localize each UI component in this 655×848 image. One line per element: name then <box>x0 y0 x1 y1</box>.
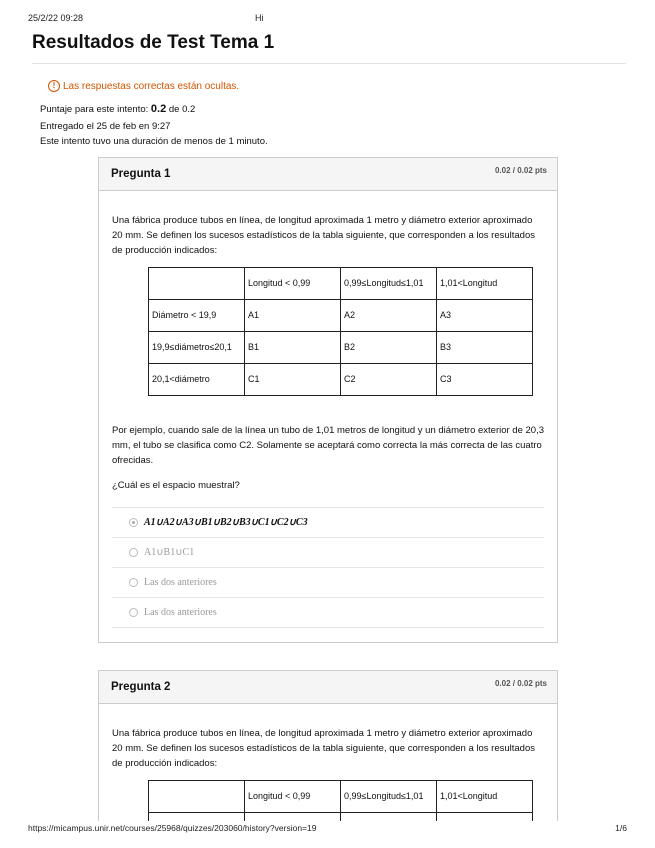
answer-option-2[interactable] <box>112 538 544 568</box>
hidden-answers-notice <box>48 80 239 92</box>
print-datetime: 25/2/22 09:28 <box>28 13 84 23</box>
answer-option-text: Las dos anteriores <box>144 607 217 618</box>
print-doc-title: Hi <box>255 13 264 23</box>
submitted-line: Entregado el 25 de feb en 9:27 <box>40 121 171 132</box>
question-2-body <box>99 726 557 821</box>
question-1-card <box>98 157 558 643</box>
table-cell: A3 <box>437 300 533 332</box>
page-title: Resultados de Test Tema 1 <box>32 32 275 53</box>
table-cell: 1,01<Longitud <box>437 781 533 813</box>
question-2-events-table <box>148 780 533 821</box>
score-total: de 0.2 <box>168 104 196 115</box>
table-cell: Diámetro < 19,9 <box>149 300 245 332</box>
question-1-options <box>112 507 544 628</box>
table-cell: Longitud < 0,99 <box>245 268 341 300</box>
table-row <box>149 300 533 332</box>
answer-option-text: A1∪A2∪A3∪B1∪B2∪B3∪C1∪C2∪C3 <box>144 517 308 528</box>
duration-line: Este intento tuvo una duración de menos de 1 minuto. <box>40 136 268 147</box>
answer-option-text: A1∪B1∪C1 <box>144 547 195 558</box>
page-number: 1/6 <box>615 823 627 833</box>
score-line <box>40 103 195 115</box>
table-cell: A2 <box>341 300 437 332</box>
table-cell <box>245 813 341 822</box>
question-2-title: Pregunta 2 <box>111 681 171 693</box>
question-1-body <box>99 213 557 628</box>
answer-option-3[interactable] <box>112 568 544 598</box>
table-cell: 19,9≤diámetro≤20,1 <box>149 332 245 364</box>
title-divider <box>32 63 626 64</box>
table-cell: C2 <box>341 364 437 396</box>
table-cell <box>149 781 245 813</box>
table-row <box>149 332 533 364</box>
question-1-points: 0.02 / 0.02 pts <box>494 166 547 175</box>
question-1-events-table <box>148 267 533 396</box>
table-row <box>149 364 533 396</box>
table-cell: 1,01<Longitud <box>437 268 533 300</box>
radio-icon[interactable] <box>129 548 138 557</box>
table-cell: C1 <box>245 364 341 396</box>
radio-icon[interactable] <box>129 578 138 587</box>
notice-text: Las respuestas correctas están ocultas. <box>63 80 240 92</box>
table-row <box>149 268 533 300</box>
table-row <box>149 813 533 822</box>
table-cell: 0,99≤Longitud≤1,01 <box>341 781 437 813</box>
print-url: https://micampus.unir.net/courses/25968/quizzes/203060/history?version=19 <box>28 823 317 833</box>
radio-selected-icon[interactable] <box>129 518 138 527</box>
answer-option-4[interactable] <box>112 598 544 628</box>
warning-icon: ! <box>48 80 60 92</box>
radio-icon[interactable] <box>129 608 138 617</box>
table-cell: Longitud < 0,99 <box>245 781 341 813</box>
question-2-intro: Una fábrica produce tubos en línea, de longitud aproximada 1 metro y diámetro exterior aproximado 20 mm. Se definen los sucesos estadísticos de la tabla siguiente, que corresponden a los resultados de producción indicados: <box>112 728 536 769</box>
table-cell: A1 <box>245 300 341 332</box>
score-value: 0.2 <box>150 103 167 115</box>
question-2-header <box>99 671 557 704</box>
table-cell <box>341 813 437 822</box>
table-cell: B3 <box>437 332 533 364</box>
score-label: Puntaje para este intento: <box>40 104 149 115</box>
question-1-prompt: ¿Cuál es el espacio muestral? <box>112 480 240 491</box>
table-cell: B2 <box>341 332 437 364</box>
question-1-example: Por ejemplo, cuando sale de la línea un tubo de 1,01 metros de longitud y un diámetro exterior de 20,3 mm, el tubo se clasifica como C2. Solamente se aceptará como correcta la más correcta de las cuatro ofrecidas. <box>112 425 544 466</box>
table-cell <box>149 268 245 300</box>
table-cell: C3 <box>437 364 533 396</box>
table-cell: 0,99≤Longitud≤1,01 <box>341 268 437 300</box>
question-2-card <box>98 670 558 821</box>
table-cell: 20,1<diámetro <box>149 364 245 396</box>
table-cell: B1 <box>245 332 341 364</box>
question-1-title: Pregunta 1 <box>111 168 171 180</box>
table-cell <box>437 813 533 822</box>
question-1-header <box>99 158 557 191</box>
table-cell <box>149 813 245 822</box>
question-2-points: 0.02 / 0.02 pts <box>494 679 547 688</box>
answer-option-1[interactable] <box>112 507 544 538</box>
question-1-intro: Una fábrica produce tubos en línea, de longitud aproximada 1 metro y diámetro exterior aproximado 20 mm. Se definen los sucesos estadísticos de la tabla siguiente, que corresponden a los resultados de producción indicados: <box>112 215 536 256</box>
answer-option-text: Las dos anteriores <box>144 577 217 588</box>
table-row <box>149 781 533 813</box>
